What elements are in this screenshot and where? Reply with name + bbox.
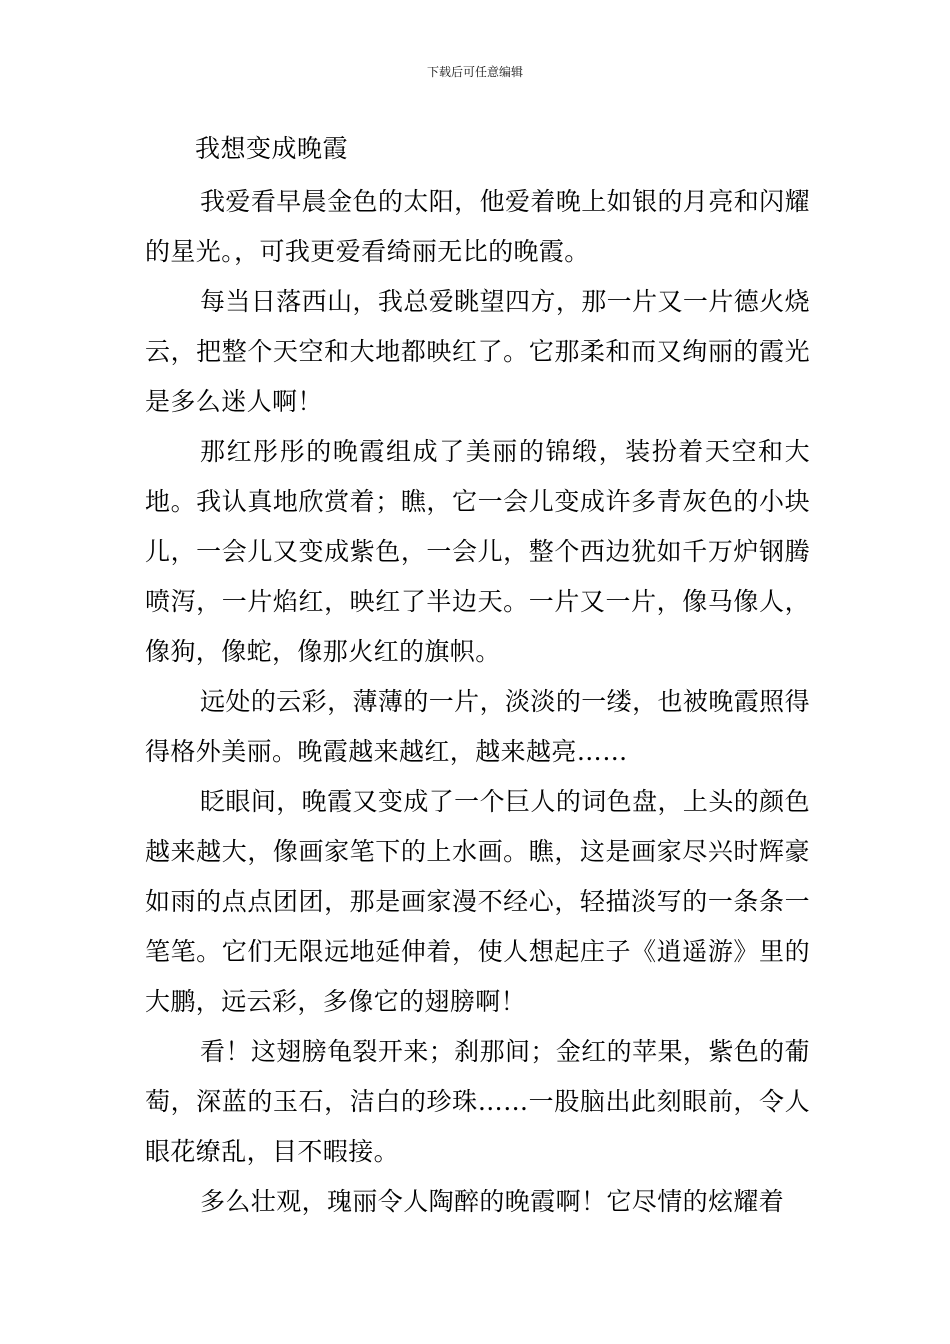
paragraph: 眨眼间，晚霞又变成了一个巨人的词色盘，上头的颜色越来越大，像画家笔下的上水画。瞧，这是画家尽兴时辉豪如雨的点点团团，那是画家漫不经心，轻描淡写的一条条一笔笔。它们无限远地延伸着，使人想起庄子《逍遥游》里的大鹏，远云彩，多像它的翅膀啊！ bbox=[145, 787, 810, 1016]
paragraph: 每当日落西山，我总爱眺望四方，那一片又一片德火烧云，把整个天空和大地都映红了。它那柔和而又绚丽的霞光是多么迷人啊！ bbox=[145, 287, 810, 416]
essay-title: 我想变成晚霞 bbox=[195, 134, 349, 163]
paragraph: 那红彤彤的晚霞组成了美丽的锦缎，装扮着天空和大地。我认真地欣赏着；瞧，它一会儿变成许多青灰色的小块儿，一会儿又变成紫色，一会儿，整个西边犹如千万炉钢腾喷泻，一片焰红，映红了半边天。一片又一片，像马像人，像狗，像蛇，像那火红的旗帜。 bbox=[145, 437, 810, 666]
essay-body bbox=[145, 177, 810, 1227]
paragraph: 远处的云彩，薄薄的一片，淡淡的一缕，也被晚霞照得得格外美丽。晚霞越来越红，越来越亮…… bbox=[145, 687, 810, 766]
paragraph: 看！这翅膀龟裂开来；刹那间；金红的苹果，紫色的葡萄，深蓝的玉石，洁白的珍珠……一股脑出此刻眼前，令人眼花缭乱，目不暇接。 bbox=[145, 1037, 810, 1166]
paragraph: 多么壮观，瑰丽令人陶醉的晚霞啊！它尽情的炫耀着 bbox=[200, 1187, 785, 1216]
paragraph: 我爱看早晨金色的太阳，他爱着晚上如银的月亮和闪耀的星光。，可我更爱看绮丽无比的晚霞。 bbox=[145, 187, 810, 266]
header-note: 下载后可任意编辑 bbox=[426, 65, 523, 79]
